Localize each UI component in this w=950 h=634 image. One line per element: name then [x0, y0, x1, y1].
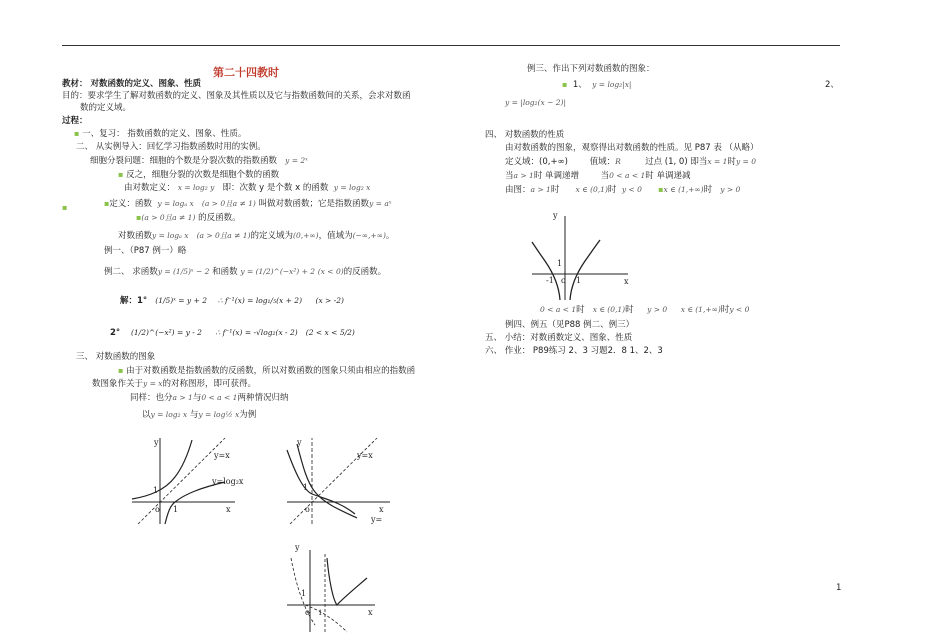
text-span: 即：次数 y 是个数 x 的函数 [222, 183, 329, 193]
text-span: 时 单调递增 [533, 171, 580, 181]
math-expr: y = 2ˣ [285, 156, 308, 165]
math-expr: 0 < a < 1 [201, 393, 238, 402]
math-expr: y = log₂ x [333, 183, 371, 192]
text-span: 与 [192, 393, 202, 403]
example-three-item-2: 2、 [825, 80, 839, 90]
bullet-icon: ▪ [118, 170, 124, 179]
page-title: 第二十四教时 [213, 66, 279, 79]
section-homework: 六、 作业： P89练习 2、3 习题2．8 1、2、3 [485, 346, 663, 356]
text-span: 当 [505, 171, 514, 181]
math-expr: ∴ f⁻¹(x) = log₁/₅(x + 2) [217, 296, 302, 305]
origin-label: o [305, 505, 310, 514]
tick-minus-one: -1 [546, 276, 554, 285]
text-span: 时 [727, 157, 736, 167]
math-expr: (−∞,+∞) [352, 231, 386, 240]
text-span: 。 [385, 231, 395, 241]
line-label: y=x [357, 451, 373, 460]
math-expr: a > 1 [172, 393, 193, 402]
bullet-icon: ▪ [62, 203, 68, 212]
tick-one-x: 1 [318, 609, 323, 617]
text-span: 过点 (1, 0) 即当 [645, 157, 708, 167]
math-expr: y > 0 [647, 305, 668, 314]
axis-label-y: y [154, 438, 159, 447]
curve-label: y= [371, 515, 383, 524]
math-expr: 0 < a < 1 [609, 171, 646, 180]
properties-intro: 由对数函数的图象，观察得出对数函数的性质。见 P87 表 （从略） [505, 143, 759, 153]
math-expr: R [615, 157, 621, 166]
text-span: 时 [703, 185, 713, 195]
math-expr: y = log₂|x| [592, 80, 632, 89]
section-graphs: 三、 对数函数的图象 [76, 352, 156, 362]
math-expr: x ∈ (1,+∞) [680, 305, 721, 314]
text-span: 的反函数。 [198, 213, 241, 223]
text-span: 由图： [505, 185, 531, 195]
origin-label: o [305, 608, 310, 617]
solution-label: 2° [110, 328, 121, 338]
text-span: 时 单调递减 [645, 171, 691, 181]
text-span: 与 [189, 410, 199, 420]
section-intro: 二、 从实例导入：回忆学习指数函数时用的实例。 [76, 142, 266, 152]
objective-line-1: 目的：要求学生了解对数函数的定义、图象及其性质以及它与指数函数间的关系，会求对数函 [62, 91, 411, 101]
cell-division-text: 细胞分裂问题：细胞的个数是分裂次数的指数函数 [90, 156, 278, 166]
text-span: 同样：也分 [130, 393, 173, 403]
math-expr: (x > -2) [315, 296, 344, 305]
objective-line-2: 数的定义域。 [80, 103, 132, 113]
text-span: 值域： [589, 157, 616, 167]
graph-log2 [130, 432, 244, 527]
text-span: 的反函数。 [343, 267, 387, 277]
bullet-icon: ▪ [118, 366, 124, 375]
curve-label: y=log₂x [212, 477, 244, 486]
math-expr: (0,+∞) [293, 231, 319, 240]
math-expr: a > 1 [530, 185, 551, 194]
axis-label-y: y [295, 543, 300, 552]
math-expr: y < 0 [621, 185, 642, 194]
text-span: 由对数定义： [124, 183, 176, 193]
tick-one-y: 1 [557, 259, 563, 268]
tick-one-y: 1 [301, 589, 307, 598]
axis-label-y: y [553, 211, 558, 220]
math-expr: (a > 0且a ≠ 1) [141, 213, 196, 222]
math-expr: y = aˣ [369, 199, 392, 208]
math-expr: 0 < a < 1 [540, 305, 577, 314]
process-heading: 过程： [62, 116, 88, 126]
math-expr: y = logₐ x [157, 199, 194, 208]
tick-one-y: 1 [153, 486, 159, 495]
line-label: y=x [214, 451, 230, 460]
math-expr: y = x [143, 379, 163, 388]
text-span: 例二、 求函数 [104, 267, 158, 277]
text-span: 对数函数 [118, 231, 153, 241]
math-expr: y < 0 [729, 305, 750, 314]
math-expr: y = log₂ x [150, 410, 188, 419]
bullet-icon: ▪ [74, 129, 80, 138]
math-expr: x = 1 [707, 157, 728, 166]
math-expr: y = log½ x [198, 410, 240, 419]
bullet-icon: ▪ [136, 213, 142, 222]
example-one: 例一、（P87 例一）略 [104, 246, 187, 256]
bullet-icon: ▪ [658, 185, 664, 194]
text-span: 时 [607, 185, 617, 195]
tick-one-x: 1 [576, 276, 582, 285]
math-expr: x ∈ (1,+∞) [663, 185, 704, 194]
math-expr: a > 1 [513, 171, 534, 180]
text-span: 时 [720, 305, 730, 315]
math-expr: x = log₂ y [177, 183, 215, 192]
math-expr: x ∈ (0,1) [592, 305, 626, 314]
definition-text: 定义：函数 [109, 199, 152, 209]
tick-one-y: 1 [303, 483, 309, 492]
math-expr: (a > 0且a ≠ 1) [201, 199, 256, 208]
bullet-icon: ▪ [104, 199, 110, 208]
axis-label-x: x [379, 505, 384, 514]
graph-abs-log [285, 540, 385, 634]
math-expr: y = logₐ x [152, 231, 189, 240]
text-span: 当 [600, 171, 610, 181]
math-expr: y = (1/2)^(−x²) + 2 [240, 267, 316, 276]
text-span: 由于对数函数是指数函数的反函数，所以对数函数的图象只须由相应的指数函 [126, 366, 416, 376]
solution-label: 解：1° [120, 296, 148, 306]
tick-one-x: 1 [173, 505, 179, 514]
math-expr: ∴ f⁻¹(x) = -√log₂(x - 2) [215, 328, 298, 337]
math-expr: y = |log₂(x − 2)| [505, 98, 566, 107]
section-properties: 四、 对数函数的性质 [485, 130, 565, 140]
text-span: 时 [625, 305, 634, 315]
math-expr: (1/5)ˣ = y + 2 [155, 296, 207, 305]
math-expr: (2 < x < 5/2) [305, 328, 355, 337]
text-span: ，值域为 [318, 231, 353, 241]
graph-log-half [285, 432, 395, 527]
axis-label-x: x [624, 277, 629, 286]
text-span: 时 [550, 185, 560, 195]
header-rule [62, 45, 840, 46]
math-expr: (a > 0且a ≠ 1) [196, 231, 251, 240]
graph-log-abs-x [530, 206, 640, 302]
text-span: 和函数 [212, 267, 238, 277]
origin-label: o [155, 505, 160, 514]
section-review: 一、复习： 指数函数的定义、图象、性质。 [82, 129, 247, 139]
text-span: 的定义域为 [250, 231, 294, 241]
text-span: 数图象作关于 [92, 379, 144, 389]
text-span: 叫做对数函数；它是指数函数 [258, 199, 370, 209]
example-three: 例三、作出下列对数函数的图象： [527, 64, 655, 74]
text-span: 定义域： [505, 157, 540, 167]
math-expr: y = (1/5)ˣ − 2 [157, 267, 210, 276]
math-expr: x ∈ (0,1) [575, 185, 608, 194]
math-expr: y = 0 [735, 157, 756, 166]
origin-label: o [561, 276, 566, 285]
text-span: 以 [142, 410, 151, 420]
axis-label-x: x [368, 608, 373, 617]
examples-four-five: 例四、例五（见P88 例二、例三） [505, 320, 635, 330]
page-number: 1 [836, 583, 842, 593]
axis-label-x: x [226, 505, 231, 514]
math-expr: y > 0 [720, 185, 741, 194]
section-summary: 五、 小结：对数函数定义、图象、性质 [485, 333, 633, 343]
math-expr: (0,+∞) [539, 157, 568, 167]
math-expr: (x < 0) [317, 267, 344, 276]
text-span: 两种情况归纳 [237, 393, 289, 403]
text-span: 为例 [239, 410, 257, 420]
text-span: 时 [576, 305, 585, 315]
textbook-line: 教材： 对数函数的定义、图象、性质 [62, 79, 201, 89]
reverse-text: 反之，细胞分裂的次数是细胞个数的函数 [126, 170, 280, 180]
bullet-icon: ▪ [562, 80, 568, 89]
math-expr: (1/2)^(−x²) = y - 2 [130, 328, 202, 337]
text-span: 1、 [572, 80, 587, 90]
axis-label-y: y [297, 438, 302, 447]
text-span: 的对称图形，即可获得。 [162, 379, 257, 389]
